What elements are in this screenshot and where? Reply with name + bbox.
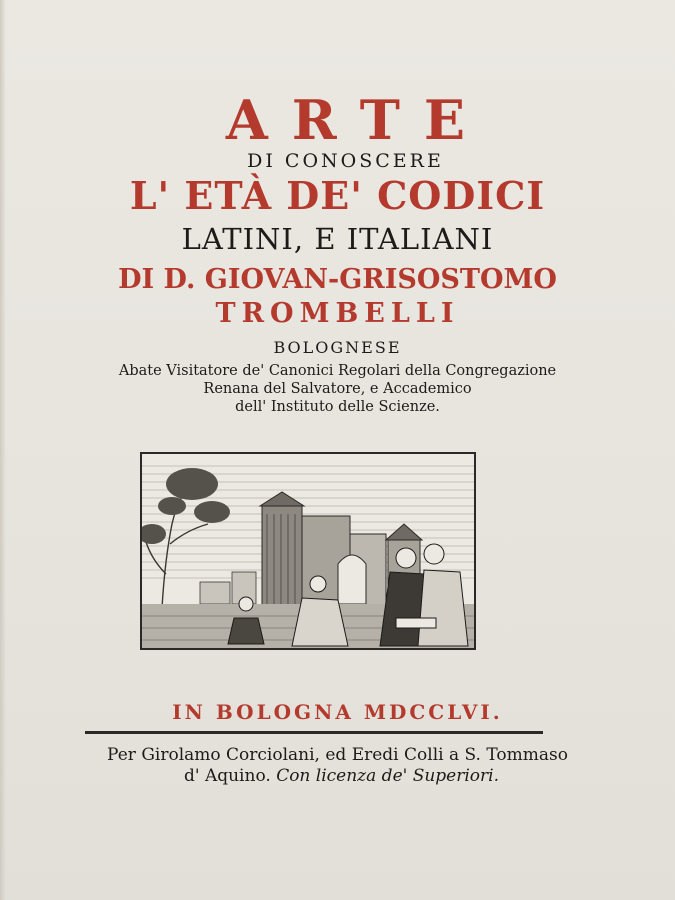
engraved-vignette — [140, 452, 476, 650]
title-di-conoscere: DI CONOSCERE — [247, 150, 444, 172]
author-name: DI D. GIOVAN-GRISOSTOMO — [118, 264, 557, 295]
imprint-place-date: IN BOLOGNA MDCCLVI. — [172, 700, 503, 724]
author-description-line: Renana del Salvatore, e Accademico — [203, 381, 472, 397]
vignette-illustration — [142, 454, 474, 648]
author-description-line: Abate Visitatore de' Canonici Regolari della Congregazione — [118, 363, 557, 379]
license-note: Con licenza de' Superiori. — [276, 766, 500, 786]
title-arte: ARTE — [225, 88, 490, 152]
publisher-place: d' Aquino. — [183, 766, 271, 786]
publisher-line-2 — [0, 766, 675, 786]
title-latini-e-italiani: LATINI, E ITALIANI — [181, 222, 494, 256]
author-description-line: dell' Instituto delle Scienze. — [235, 399, 440, 415]
author-origin: BOLOGNESE — [273, 338, 402, 357]
horizontal-rule — [85, 731, 543, 734]
title-eta-de-codici: L' ETÀ DE' CODICI — [129, 173, 546, 218]
author-surname: TROMBELLI — [215, 298, 460, 329]
publisher-line: Per Girolamo Corciolani, ed Eredi Colli a S. Tommaso — [107, 745, 568, 765]
